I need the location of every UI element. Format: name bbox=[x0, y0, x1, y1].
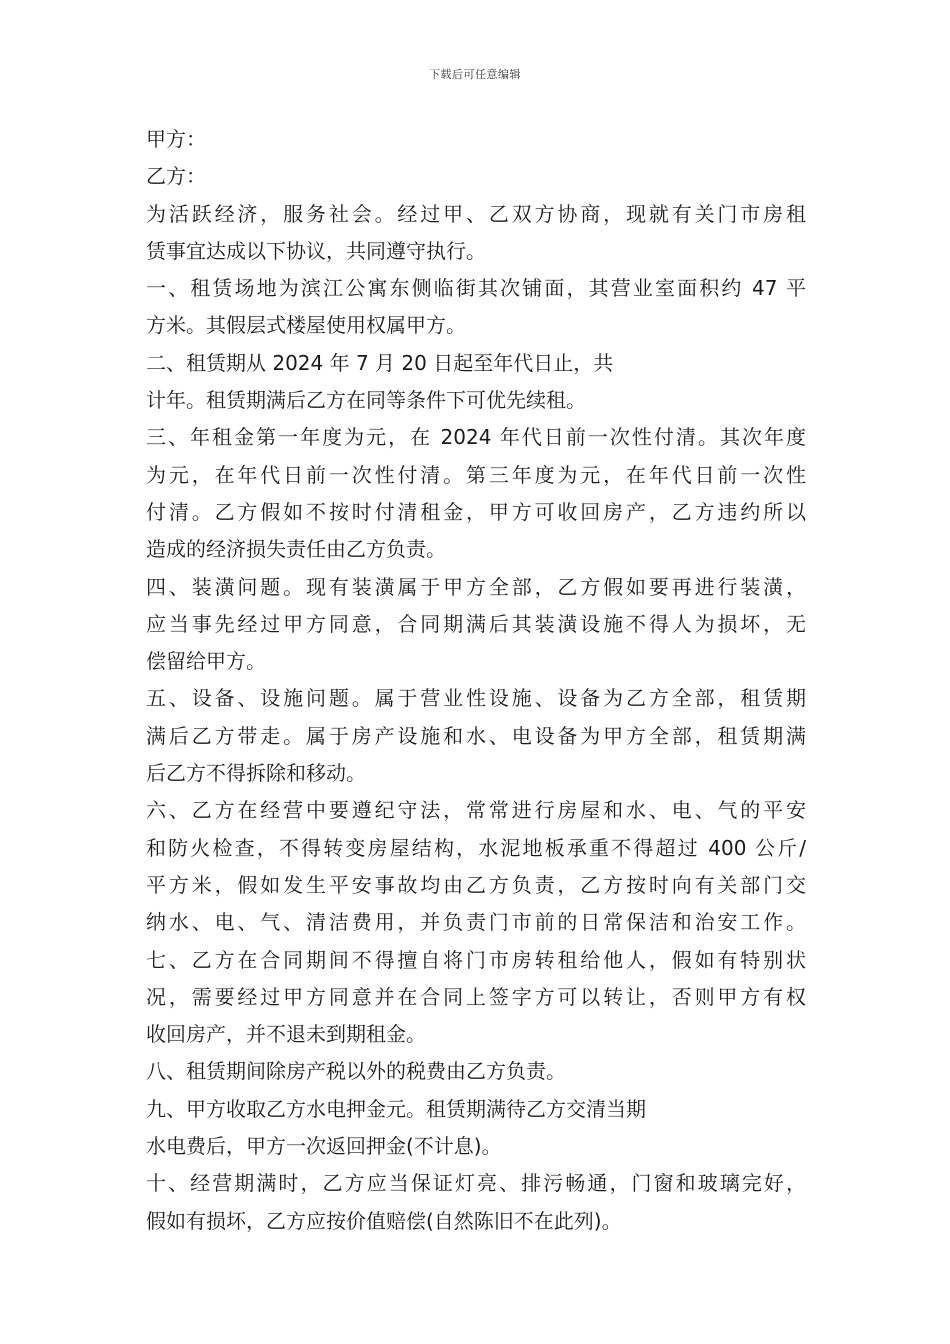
text-line: 应当事先经过甲方同意，合同期满后其装潢设施不得人为损坏，无 bbox=[146, 611, 806, 636]
text-line: 为元，在年代日前一次性付清。第三年度为元，在年代日前一次性 bbox=[146, 462, 806, 487]
text-line: 况，需要经过甲方同意并在合同上签字方可以转让，否则甲方有权 bbox=[146, 984, 806, 1009]
text-line: 假如有损坏，乙方应按价值赔偿(自然陈旧不在此列)。 bbox=[146, 1208, 622, 1233]
text-line: 收回房产，并不退未到期租金。 bbox=[146, 1022, 426, 1047]
text-line: 乙方： bbox=[146, 164, 206, 189]
text-line: 赁事宜达成以下协议，共同遵守执行。 bbox=[146, 238, 486, 263]
text-line: 方米。其假层式楼屋使用权属甲方。 bbox=[146, 313, 466, 338]
text-line: 十、经营期满时，乙方应当保证灯亮、排污畅通，门窗和玻璃完好， bbox=[146, 1171, 806, 1196]
text-line: 七、乙方在合同期间不得擅自将门市房转租给他人，假如有特别状 bbox=[146, 947, 806, 972]
text-line: 一、租赁场地为滨江公寓东侧临街其次铺面，其营业室面积约 47 平 bbox=[146, 276, 806, 301]
text-line: 纳水、电、气、清洁费用，并负责门市前的日常保洁和治安工作。 bbox=[146, 910, 806, 935]
text-line: 计年。租赁期满后乙方在同等条件下可优先续租。 bbox=[146, 388, 586, 413]
text-line: 后乙方不得拆除和移动。 bbox=[146, 761, 366, 786]
text-line: 平方米，假如发生平安事故均由乙方负责，乙方按时向有关部门交 bbox=[146, 872, 806, 897]
text-line: 偿留给甲方。 bbox=[146, 649, 266, 674]
text-line: 九、甲方收取乙方水电押金元。租赁期满待乙方交清当期 bbox=[146, 1096, 646, 1121]
text-line: 三、年租金第一年度为元，在 2024 年代日前一次性付清。其次年度 bbox=[146, 425, 806, 450]
text-line: 水电费后，甲方一次返回押金(不计息)。 bbox=[146, 1134, 502, 1159]
text-line: 甲方： bbox=[146, 127, 206, 151]
document-body bbox=[146, 121, 806, 1240]
text-line: 付清。乙方假如不按时付清租金，甲方可收回房产，乙方违约所以 bbox=[146, 499, 806, 524]
text-line: 四、装潢问题。现有装潢属于甲方全部，乙方假如要再进行装潢， bbox=[146, 574, 806, 599]
text-line: 满后乙方带走。属于房产设施和水、电设备为甲方全部，租赁期满 bbox=[146, 723, 806, 748]
text-line: 二、租赁期从 2024 年 7 月 20 日起至年代日止，共 bbox=[146, 350, 614, 375]
text-line: 五、设备、设施问题。属于营业性设施、设备为乙方全部，租赁期 bbox=[146, 686, 806, 711]
text-line: 为活跃经济，服务社会。经过甲、乙双方协商，现就有关门市房租 bbox=[146, 201, 806, 226]
text-line: 和防火检查，不得转变房屋结构，水泥地板承重不得超过 400 公斤/ bbox=[146, 835, 806, 860]
text-line: 六、乙方在经营中要遵纪守法，常常进行房屋和水、电、气的平安 bbox=[146, 798, 806, 823]
page-header-note: 下载后可任意编辑 bbox=[429, 68, 521, 81]
text-line: 造成的经济损失责任由乙方负责。 bbox=[146, 537, 446, 562]
text-line: 八、租赁期间除房产税以外的税费由乙方负责。 bbox=[146, 1059, 566, 1084]
